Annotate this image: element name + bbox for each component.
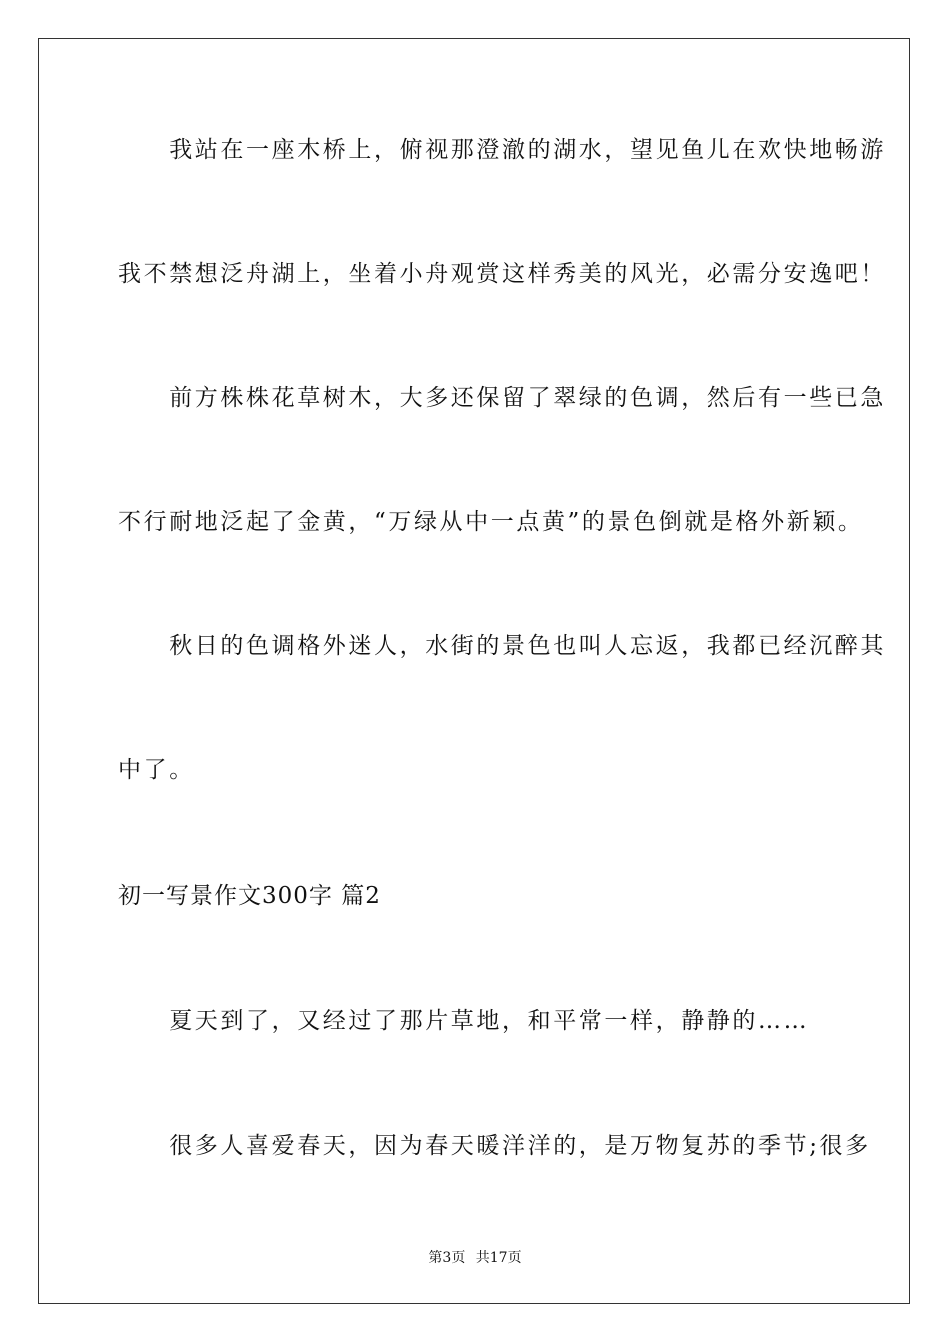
page-frame <box>38 38 910 1304</box>
paragraph-line: 很多人喜爱春天，因为春天暖洋洋的，是万物复苏的季节;很多 <box>118 1133 871 1159</box>
paragraph-line: 夏天到了，又经过了那片草地，和平常一样，静静的…… <box>118 1008 810 1034</box>
paragraph-line: 前方株株花草树木，大多还保留了翠绿的色调，然后有一些已急 <box>118 385 886 411</box>
section-heading: 初一写景作文300字 篇2 <box>118 883 381 909</box>
paragraph-line: 我站在一座木桥上，俯视那澄澈的湖水，望见鱼儿在欢快地畅游 <box>118 137 886 163</box>
paragraph-line: 不行耐地泛起了金黄，“万绿从中一点黄”的景色倒就是格外新颖。 <box>118 509 864 535</box>
paragraph-line: 中了。 <box>118 757 195 783</box>
page-number-footer: 第3页 共17页 <box>428 1250 522 1266</box>
paragraph-line: 秋日的色调格外迷人，水街的景色也叫人忘返，我都已经沉醉其 <box>118 633 886 659</box>
paragraph-line: 我不禁想泛舟湖上，坐着小舟观赏这样秀美的风光，必需分安逸吧！ <box>118 261 886 287</box>
